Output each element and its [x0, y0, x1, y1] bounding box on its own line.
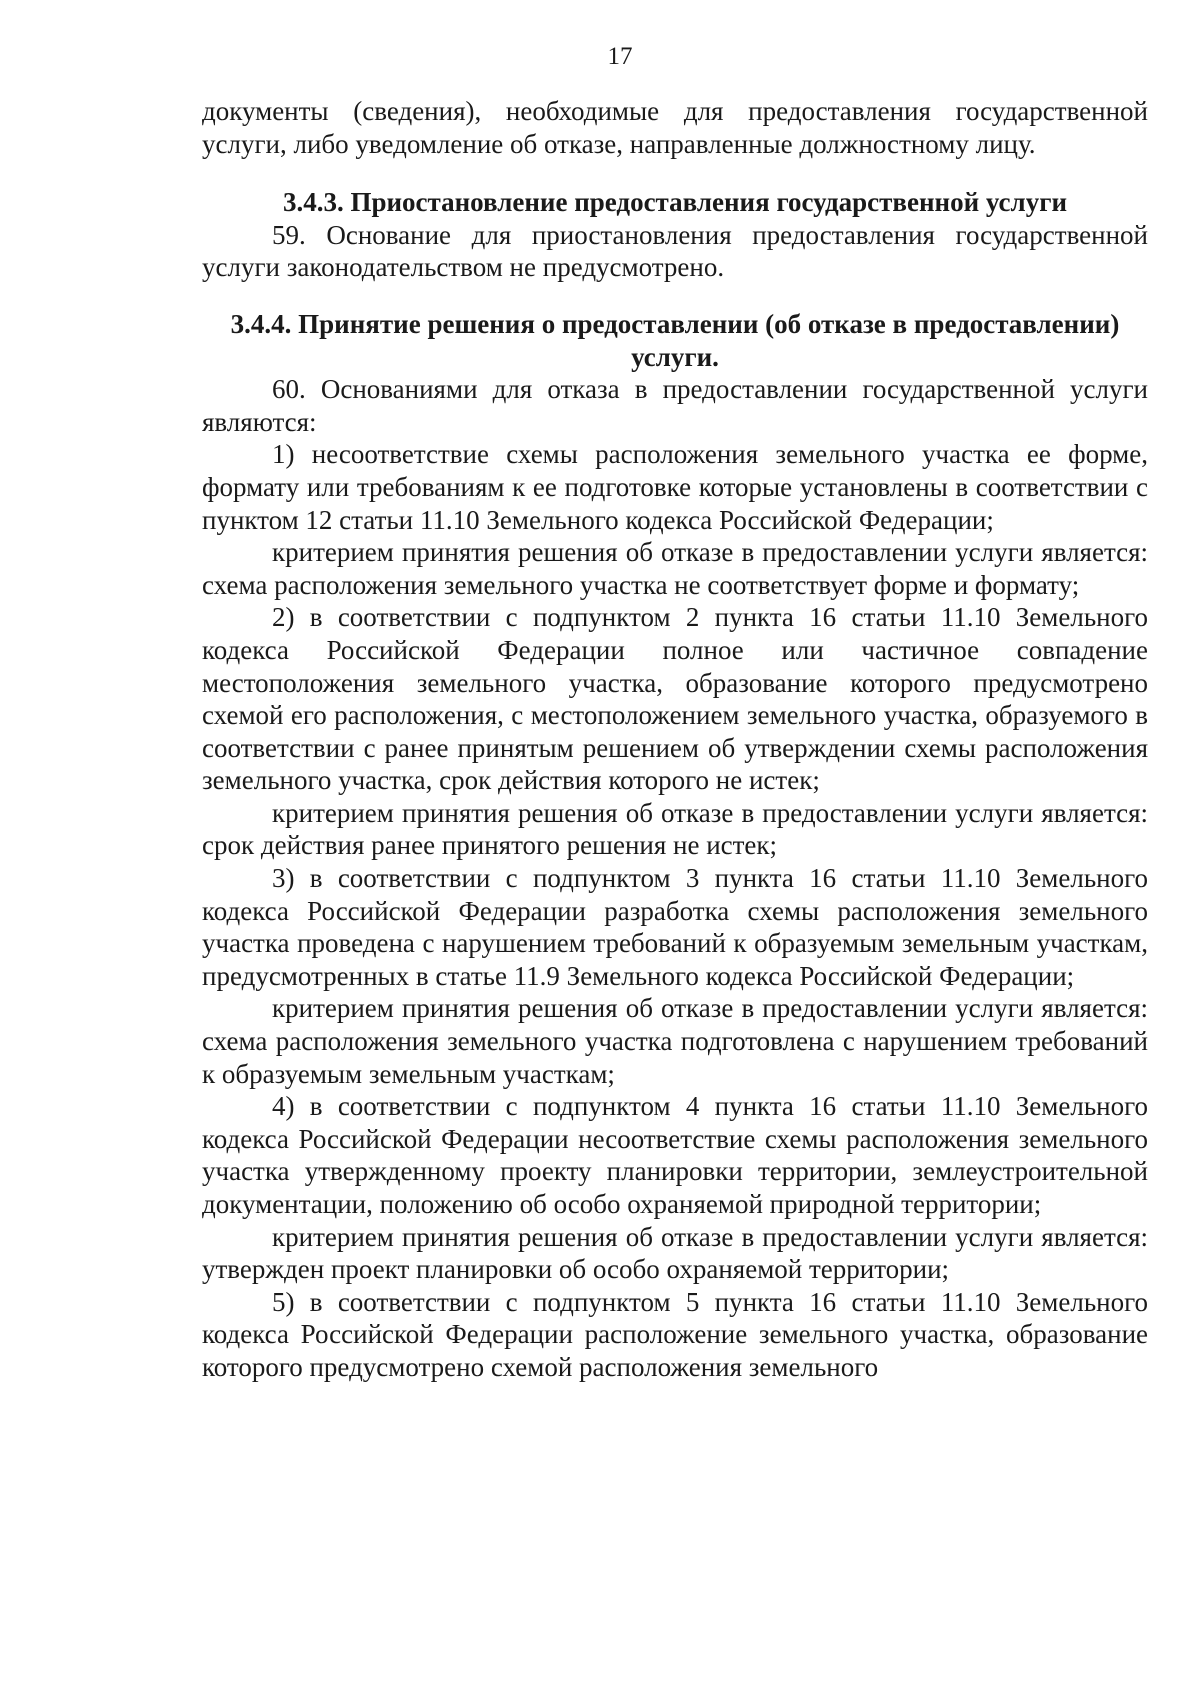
paragraph-continuation: документы (сведения), необходимые для предоставления государственной услуги, либо уведомление об отказе, направленные должностному лицу. — [202, 96, 1148, 159]
list-item-2: 2) в соответствии с подпунктом 2 пункта 16 статьи 11.10 Земельного кодекса Российской Федерации полное или частичное совпадение местоположения земельного участка, образование которого предусмотрено схемой его расположения, с местоположением земельного участка, образуемого в соответствии с ранее принятым решением об утверждении схемы расположения земельного участка, срок действия которого не истек; — [202, 602, 1148, 796]
paragraph-60: 60. Основаниями для отказа в предоставлении государственной услуги являются: — [202, 374, 1148, 437]
list-item-1: 1) несоответствие схемы расположения земельного участка ее форме, формату или требованиям к ее подготовке которые установлены в соответствии с пунктом 12 статьи 11.10 Земельного кодекса Российской Федерации; — [202, 439, 1148, 535]
list-item-4: 4) в соответствии с подпунктом 4 пункта 16 статьи 11.10 Земельного кодекса Российской Федерации несоответствие схемы расположения земельного участка утвержденному проекту планировки территории, землеустроительной документации, положению об особо охраняемой природной территории; — [202, 1091, 1148, 1219]
criterion-1: критерием принятия решения об отказе в предоставлении услуги является: схема расположения земельного участка не соответствует форме и формату; — [202, 537, 1148, 600]
document-body — [202, 95, 1148, 1384]
spacer — [202, 160, 1148, 186]
spacer — [202, 284, 1148, 308]
criterion-2: критерием принятия решения об отказе в предоставлении услуги является: срок действия ранее принятого решения не истек; — [202, 797, 1148, 861]
list-item-3: 3) в соответствии с подпунктом 3 пункта 16 статьи 11.10 Земельного кодекса Российской Федерации разработка схемы расположения земельного участка проведена с нарушением требований к образуемым земельным участкам, предусмотренных в статье 11.9 Земельного кодекса Российской Федерации; — [202, 863, 1148, 991]
page-number: 17 — [607, 43, 633, 70]
section-heading-3-4-4: 3.4.4. Принятие решения о предоставлении (об отказе в предоставлении) услуги. — [230, 308, 1120, 372]
criterion-3: критерием принятия решения об отказе в предоставлении услуги является: схема расположения земельного участка подготовлена с нарушением требований к образуемым земельным участкам; — [202, 993, 1148, 1089]
criterion-4: критерием принятия решения об отказе в предоставлении услуги является: утвержден проект планировки об особо охраняемой территории; — [202, 1221, 1148, 1285]
list-item-5: 5) в соответствии с подпунктом 5 пункта 16 статьи 11.10 Земельного кодекса Российской Федерации расположение земельного участка, образование которого предусмотрено схемой расположения земельного — [202, 1286, 1148, 1382]
paragraph-59: 59. Основание для приостановления предоставления государственной услуги законодательством не предусмотрено. — [202, 219, 1148, 283]
section-heading-3-4-3: 3.4.3. Приостановление предоставления государственной услуги — [282, 187, 1068, 218]
